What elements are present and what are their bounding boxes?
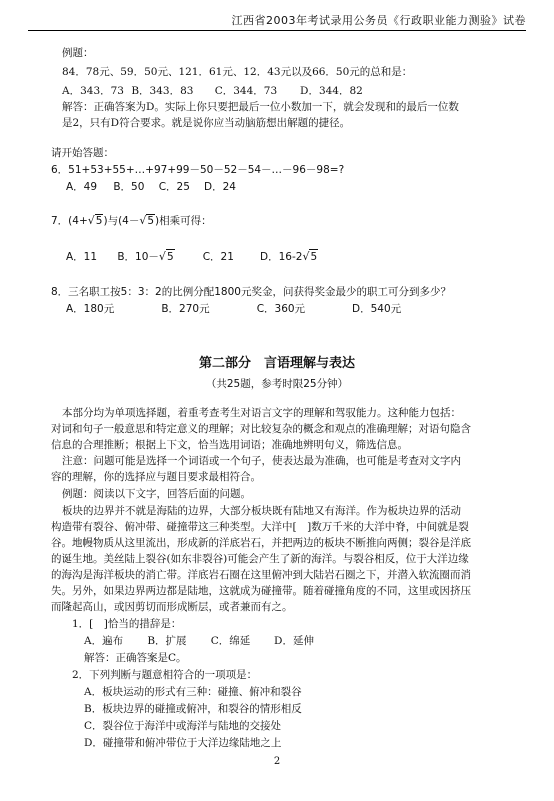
intro-line-2: 对词和句子一般意思和特定意义的理解；对比较复杂的概念和观点的准确理解；对语句隐含 <box>51 423 471 435</box>
q6-option-a: A．49 <box>66 181 98 193</box>
example-label: 例题： <box>62 47 94 59</box>
question-8-options <box>66 302 401 316</box>
page-number: 2 <box>273 756 281 767</box>
q6-option-b: B．50 <box>113 181 145 193</box>
subq-1-options <box>84 634 314 648</box>
passage-line-5: 的海沟是海洋板块的消亡带。洋底岩石圈在这里俯冲到大陆岩石圈之下，并潜入软流圈而消 <box>51 569 471 581</box>
q6-option-d: D．24 <box>204 181 236 193</box>
q8-option-a: A．180元 <box>66 303 115 315</box>
subq2-option-b: B．板块边界的碰撞或俯冲，和裂谷的情形相反 <box>84 703 302 715</box>
q7-option-b: B．10－√5 <box>117 250 174 263</box>
intro-line-4: 注意：问题可能是选择一个词语或一个句子，使表达最为准确，也可能是考查对文字内 <box>62 455 461 467</box>
subq1-option-b: B．扩展 <box>147 635 187 647</box>
example-option-b: B．343．83 <box>131 85 194 97</box>
intro-line-3: 信息的合理推断；根据上下文，恰当选用词语；准确地辨明句义，筛选信息。 <box>51 439 408 451</box>
example-option-a: A．343．73 <box>62 85 124 97</box>
q7-option-a: A．11 <box>66 251 98 263</box>
example-option-c: C．344．73 <box>214 85 278 97</box>
subq1-option-d: D．延伸 <box>274 635 314 647</box>
example-option-d: D．344．82 <box>300 85 363 97</box>
example-options <box>62 84 363 98</box>
subq-2-stem: 2．下列判断与题意相符合的一项项是： <box>72 669 258 681</box>
question-8-stem: 8．三名职工按5：3：2的比例分配1800元奖金，问获得奖金最少的职工可分到多少？ <box>51 286 451 298</box>
intro-line-1: 本部分均为单项选择题，着重考查考生对语言文字的理解和驾驭能力。这种能力包括： <box>62 407 461 419</box>
question-6-stem: 6．51+53+55+…+97+99－50－52－54－…－96－98=? <box>51 164 345 176</box>
intro-line-5: 容的理解，你的选择应与题目要求最相符合。 <box>51 471 261 483</box>
subq2-option-d: D．碰撞带和俯冲带位于大洋边缘陆地之上 <box>84 737 282 749</box>
example-answer-line2: 是2，只有D符合要求。就是说你应当动脑筋想出解题的捷径。 <box>62 117 351 129</box>
subq2-option-c: C．裂谷位于海洋中或海洋与陆地的交接处 <box>84 720 282 732</box>
passage-line-3: 谷。地幔物质从这里流出，形成新的洋底岩石，并把两边的板块不断推向两侧；裂谷是洋底 <box>51 537 471 549</box>
intro-line-6: 例题：阅读以下文字，回答后面的问题。 <box>62 488 251 500</box>
example-stem: 84．78元、59．50元、121．61元、12．43元以及66．50元的总和是： <box>62 66 413 78</box>
example-answer-line1: 解答：正确答案为D。实际上你只要把最后一位小数加一下，就会发现和的最后一位数 <box>62 101 459 113</box>
q7-option-d: D．16-2√5 <box>260 250 318 263</box>
header-rule <box>28 30 526 31</box>
question-7-stem: 7．(4+√5)与(4－√5)相乘可得： <box>51 214 212 227</box>
passage-line-6: 失。另外，如果边界两边都是陆地，这就成为碰撞带。随着碰撞角度的不同，这里或因挤压 <box>51 585 471 597</box>
subq-1-stem: 1．[ ]恰当的措辞是： <box>72 618 182 630</box>
subq-1-answer: 解答：正确答案是C。 <box>84 652 187 664</box>
subq2-option-a: A．板块运动的形式有三种：碰撞、俯冲和裂谷 <box>84 686 302 698</box>
passage-line-4: 的诞生地。美丝陆上裂谷(如东非裂谷)可能会产生了新的海洋。与裂谷相反，位于大洋边缘 <box>51 553 469 565</box>
subq1-option-c: C．绵延 <box>210 635 251 647</box>
start-prompt: 请开始答题： <box>51 147 114 159</box>
q8-option-c: C．360元 <box>256 303 306 315</box>
section-subtitle: （共25题，参考时限25分钟） <box>205 378 349 390</box>
q6-option-c: C．25 <box>158 181 190 193</box>
q8-option-d: D．540元 <box>352 303 402 315</box>
subq1-option-a: A．遍布 <box>84 635 124 647</box>
question-7-options <box>66 249 318 264</box>
question-6-options <box>66 180 236 194</box>
section-title: 第二部分 言语理解与表达 <box>198 356 355 371</box>
running-header: 江西省2003年考试录用公务员《行政职业能力测验》试卷 <box>231 14 526 27</box>
passage-line-7: 而隆起高山，或因剪切而形成断层，或者兼而有之。 <box>51 601 293 613</box>
q7-option-c: C．21 <box>202 251 234 263</box>
q8-option-b: B．270元 <box>161 303 210 315</box>
passage-line-2: 构造带有裂谷、俯冲带、碰撞带这三种类型。大洋中[ ]数万千米的大洋中脊，中间就是裂 <box>51 521 469 533</box>
passage-line-1: 板块的边界并不就是海陆的边界，大部分板块既有陆地又有海洋。作为板块边界的活动 <box>62 505 461 517</box>
